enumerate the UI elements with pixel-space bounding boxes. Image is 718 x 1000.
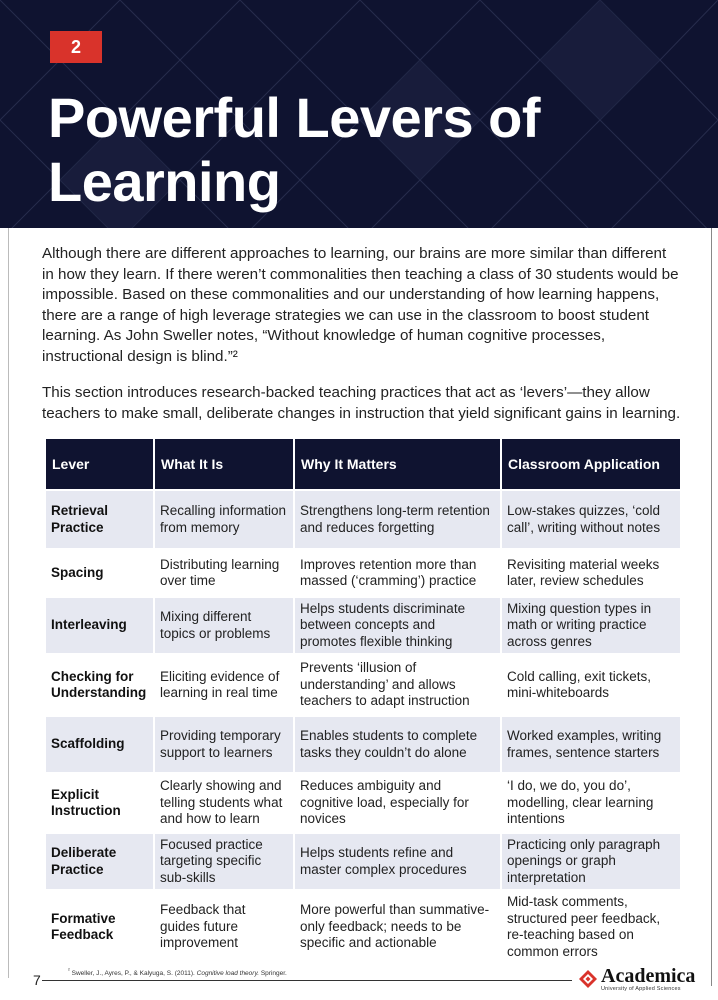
footnote-publisher: Springer. — [259, 970, 287, 978]
lever-cell: Deliberate Practice — [46, 834, 153, 889]
page-frame-left — [8, 228, 9, 978]
what-cell: Focused practice targeting specific sub-skills — [155, 834, 293, 889]
header-classroom-application: Classroom Application — [502, 439, 680, 489]
application-cell: Low-stakes quizzes, ‘cold call’, writing without notes — [502, 491, 680, 548]
footnote-authors: Sweller, J., Ayres, P., & Kalyuga, S. (2011). — [69, 970, 197, 978]
what-cell: Providing temporary support to learners — [155, 717, 293, 772]
lever-cell: Explicit Instruction — [46, 774, 153, 832]
table-row — [46, 550, 680, 596]
table-row — [46, 598, 680, 653]
levers-introduction-paragraph: This section introduces research-backed teaching practices that act as ‘levers’—they allow teachers to make small, deliberate changes in instruction that yield significant gains in learning. — [42, 384, 681, 422]
logo-tagline: University of Applied Sciences — [601, 986, 681, 992]
academica-logo — [578, 966, 695, 992]
why-cell: More powerful than summative-only feedback; needs to be specific and actionable — [295, 891, 500, 963]
why-cell: Helps students refine and master complex procedures — [295, 834, 500, 889]
page-header — [0, 0, 718, 228]
header-what-it-is: What It Is — [155, 439, 293, 489]
table-row — [46, 891, 680, 963]
page-number: 7 — [33, 972, 41, 988]
page-title — [48, 86, 540, 214]
section-number-badge: 2 — [50, 31, 102, 63]
footnote — [68, 968, 287, 977]
why-cell: Prevents ‘illusion of understanding’ and allows teachers to adapt instruction — [295, 655, 500, 715]
levers-table — [44, 437, 682, 965]
application-cell: Practicing only paragraph openings or graph interpretation — [502, 834, 680, 889]
table-row — [46, 491, 680, 548]
title-line-2: Learning — [48, 150, 281, 213]
what-cell: Eliciting evidence of learning in real time — [155, 655, 293, 715]
application-cell: Mixing question types in math or writing practice across genres — [502, 598, 680, 653]
title-line-1: Powerful Levers of — [48, 86, 541, 149]
application-cell: Mid-task comments, structured peer feedback, re-teaching based on common errors — [502, 891, 680, 963]
why-cell: Improves retention more than massed (‘cramming’) practice — [295, 550, 500, 596]
lever-cell: Checking for Understanding — [46, 655, 153, 715]
table-row — [46, 774, 680, 832]
what-cell: Clearly showing and telling students what and how to learn — [155, 774, 293, 832]
logo-name: Academica — [601, 965, 696, 987]
application-cell: ‘I do, we do, you do’, modelling, clear learning intentions — [502, 774, 680, 832]
intro-paragraph: Although there are different approaches to learning, our brains are more similar than different in how they learn. If there weren’t commonalities then teaching a class of 30 students would be impossible. Based on these commonalities and our understanding of how learning happens, there are a range of high leverage strategies we can use in the classroom to boost student learning. As John Sweller notes, “Without knowledge of human cognitive processes, instructional design is blind.”² — [42, 245, 679, 365]
what-cell: Feedback that guides future improvement — [155, 891, 293, 963]
footer-divider — [42, 980, 572, 981]
footnote-book-title: Cognitive load theory. — [196, 970, 260, 978]
footnote-number: ² — [68, 968, 70, 974]
what-cell: Distributing learning over time — [155, 550, 293, 596]
why-cell: Strengthens long-term retention and reduces forgetting — [295, 491, 500, 548]
application-cell: Revisiting material weeks later, review schedules — [502, 550, 680, 596]
lever-cell: Formative Feedback — [46, 891, 153, 963]
why-cell: Enables students to complete tasks they couldn’t do alone — [295, 717, 500, 772]
why-cell: Helps students discriminate between concepts and promotes flexible thinking — [295, 598, 500, 653]
lever-cell: Retrieval Practice — [46, 491, 153, 548]
application-cell: Cold calling, exit tickets, mini-whiteboards — [502, 655, 680, 715]
header-why-it-matters: Why It Matters — [295, 439, 500, 489]
table-row — [46, 834, 680, 889]
table-header-row — [46, 439, 680, 489]
page-frame-right — [711, 228, 712, 986]
application-cell: Worked examples, writing frames, sentence starters — [502, 717, 680, 772]
why-cell: Reduces ambiguity and cognitive load, especially for novices — [295, 774, 500, 832]
lever-cell: Interleaving — [46, 598, 153, 653]
lever-cell: Spacing — [46, 550, 153, 596]
header-lever: Lever — [46, 439, 153, 489]
lever-cell: Scaffolding — [46, 717, 153, 772]
academica-logo-icon — [578, 969, 598, 989]
table-row — [46, 717, 680, 772]
what-cell: Recalling information from memory — [155, 491, 293, 548]
what-cell: Mixing different topics or problems — [155, 598, 293, 653]
table-row — [46, 655, 680, 715]
